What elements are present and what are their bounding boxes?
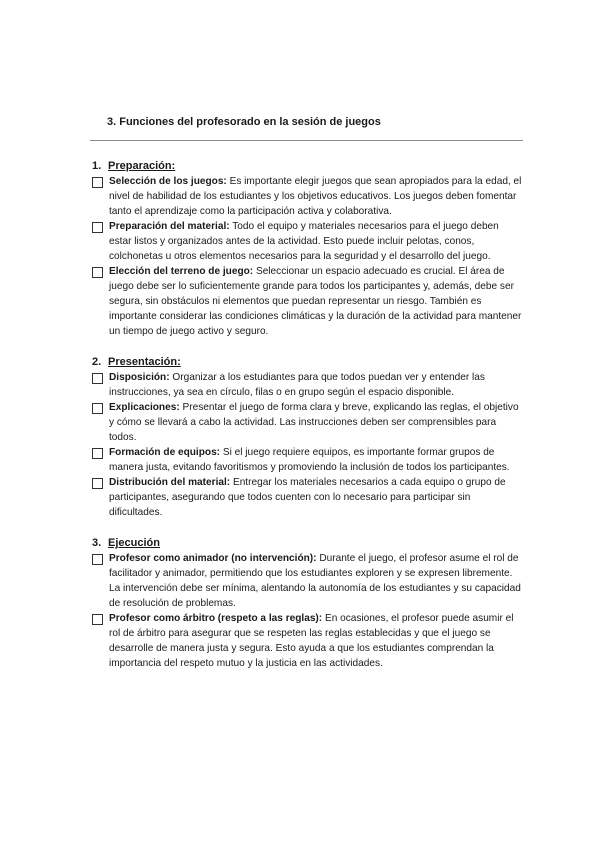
section-ejecucion bbox=[92, 535, 524, 671]
checklist-item bbox=[92, 264, 524, 339]
item-text bbox=[109, 445, 524, 475]
item-body: Presentar el juego de forma clara y breve, explicando las reglas, el objetivo y cómo se llevará a cabo la actividad. Las instrucciones deben ser comprensibles para todos. bbox=[109, 402, 519, 443]
item-text bbox=[109, 370, 524, 400]
document-body bbox=[92, 158, 524, 686]
checklist-item bbox=[92, 174, 524, 219]
section-label: Preparación: bbox=[108, 160, 176, 172]
section-label: Ejecución bbox=[108, 537, 160, 549]
section-number: 1. bbox=[92, 160, 102, 172]
checkbox[interactable] bbox=[92, 403, 103, 414]
item-text bbox=[109, 551, 524, 611]
checkbox[interactable] bbox=[92, 614, 103, 625]
section-heading bbox=[92, 535, 524, 551]
checkbox[interactable] bbox=[92, 478, 103, 489]
item-text bbox=[109, 264, 524, 339]
checkbox[interactable] bbox=[92, 448, 103, 459]
item-text bbox=[109, 475, 524, 520]
item-title: Profesor como árbitro (respeto a las reglas): bbox=[109, 613, 323, 624]
item-body: Durante el juego, el profesor asume el rol de facilitador y animador, permitiendo que los estudiantes exploren y se expresen libremente. La intervención debe ser mínima, alentando la autonomía de los estudiantes y su capacidad de resolución de problemas. bbox=[109, 553, 521, 609]
checklist-item bbox=[92, 445, 524, 475]
item-title: Preparación del material: bbox=[109, 221, 230, 232]
item-title: Distribución del material: bbox=[109, 477, 231, 488]
item-body: Si el juego requiere equipos, es importante formar grupos de manera justa, evitando favoritismos y promoviendo la inclusión de todos los participantes. bbox=[109, 447, 510, 473]
checkbox[interactable] bbox=[92, 373, 103, 384]
item-text bbox=[109, 219, 524, 264]
checklist-item bbox=[92, 475, 524, 520]
section-number: 2. bbox=[92, 356, 102, 368]
item-text bbox=[109, 611, 524, 671]
section-heading bbox=[92, 158, 524, 174]
section-label: Presentación: bbox=[108, 356, 181, 368]
checkbox[interactable] bbox=[92, 177, 103, 188]
item-body: En ocasiones, el profesor puede asumir el rol de árbitro para asegurar que se respeten las reglas establecidas y que el juego se desarrolle de manera justa y segura. Esto ayuda a que los estudiantes comprendan la importancia del respeto mutuo y la justicia en las actividades. bbox=[109, 613, 514, 669]
checklist-item bbox=[92, 219, 524, 264]
item-title: Elección del terreno de juego: bbox=[109, 266, 254, 277]
item-title: Explicaciones: bbox=[109, 402, 180, 413]
item-text bbox=[109, 400, 524, 445]
item-title: Disposición: bbox=[109, 372, 170, 383]
item-body: Entregar los materiales necesarios a cada equipo o grupo de participantes, asegurando que todos cuenten con lo necesario para participar sin dificultades. bbox=[109, 477, 506, 518]
checklist-item bbox=[92, 611, 524, 671]
item-text bbox=[109, 174, 524, 219]
checkbox[interactable] bbox=[92, 222, 103, 233]
checklist-item bbox=[92, 370, 524, 400]
title-divider bbox=[90, 140, 523, 141]
section-number: 3. bbox=[92, 537, 102, 549]
checkbox[interactable] bbox=[92, 554, 103, 565]
item-body: Todo el equipo y materiales necesarios para el juego deben estar listos y organizados antes de la actividad. Esto puede incluir pelotas, conos, colchonetas u otros elementos necesarios para la seguridad y el desarrollo del juego. bbox=[109, 221, 499, 262]
item-title: Selección de los juegos: bbox=[109, 176, 227, 187]
section-preparacion bbox=[92, 158, 524, 339]
section-presentacion bbox=[92, 354, 524, 520]
item-body: Seleccionar un espacio adecuado es crucial. El área de juego debe ser lo suficientemente grande para todos los participantes y, además, debe ser segura, sin obstáculos ni elementos que puedan representar un riesgo. También es importante considerar las condiciones climáticas y la duración de la actividad para mantener un tiempo de juego activo y seguro. bbox=[109, 266, 522, 337]
page-title: 3. Funciones del profesorado en la sesión de juegos bbox=[107, 116, 381, 128]
checklist-item bbox=[92, 551, 524, 611]
checklist-item bbox=[92, 400, 524, 445]
item-body: Es importante elegir juegos que sean apropiados para la edad, el nivel de habilidad de los estudiantes y los objetivos educativos. Los juegos deben fomentar tanto el aprendizaje como la participación activa y colaborativa. bbox=[109, 176, 522, 217]
checkbox[interactable] bbox=[92, 267, 103, 278]
item-body: Organizar a los estudiantes para que todos puedan ver y entender las instrucciones, ya sea en círculo, filas o en grupo según el espacio disponible. bbox=[109, 372, 485, 398]
item-title: Formación de equipos: bbox=[109, 447, 221, 458]
section-heading bbox=[92, 354, 524, 370]
item-title: Profesor como animador (no intervención): bbox=[109, 553, 317, 564]
